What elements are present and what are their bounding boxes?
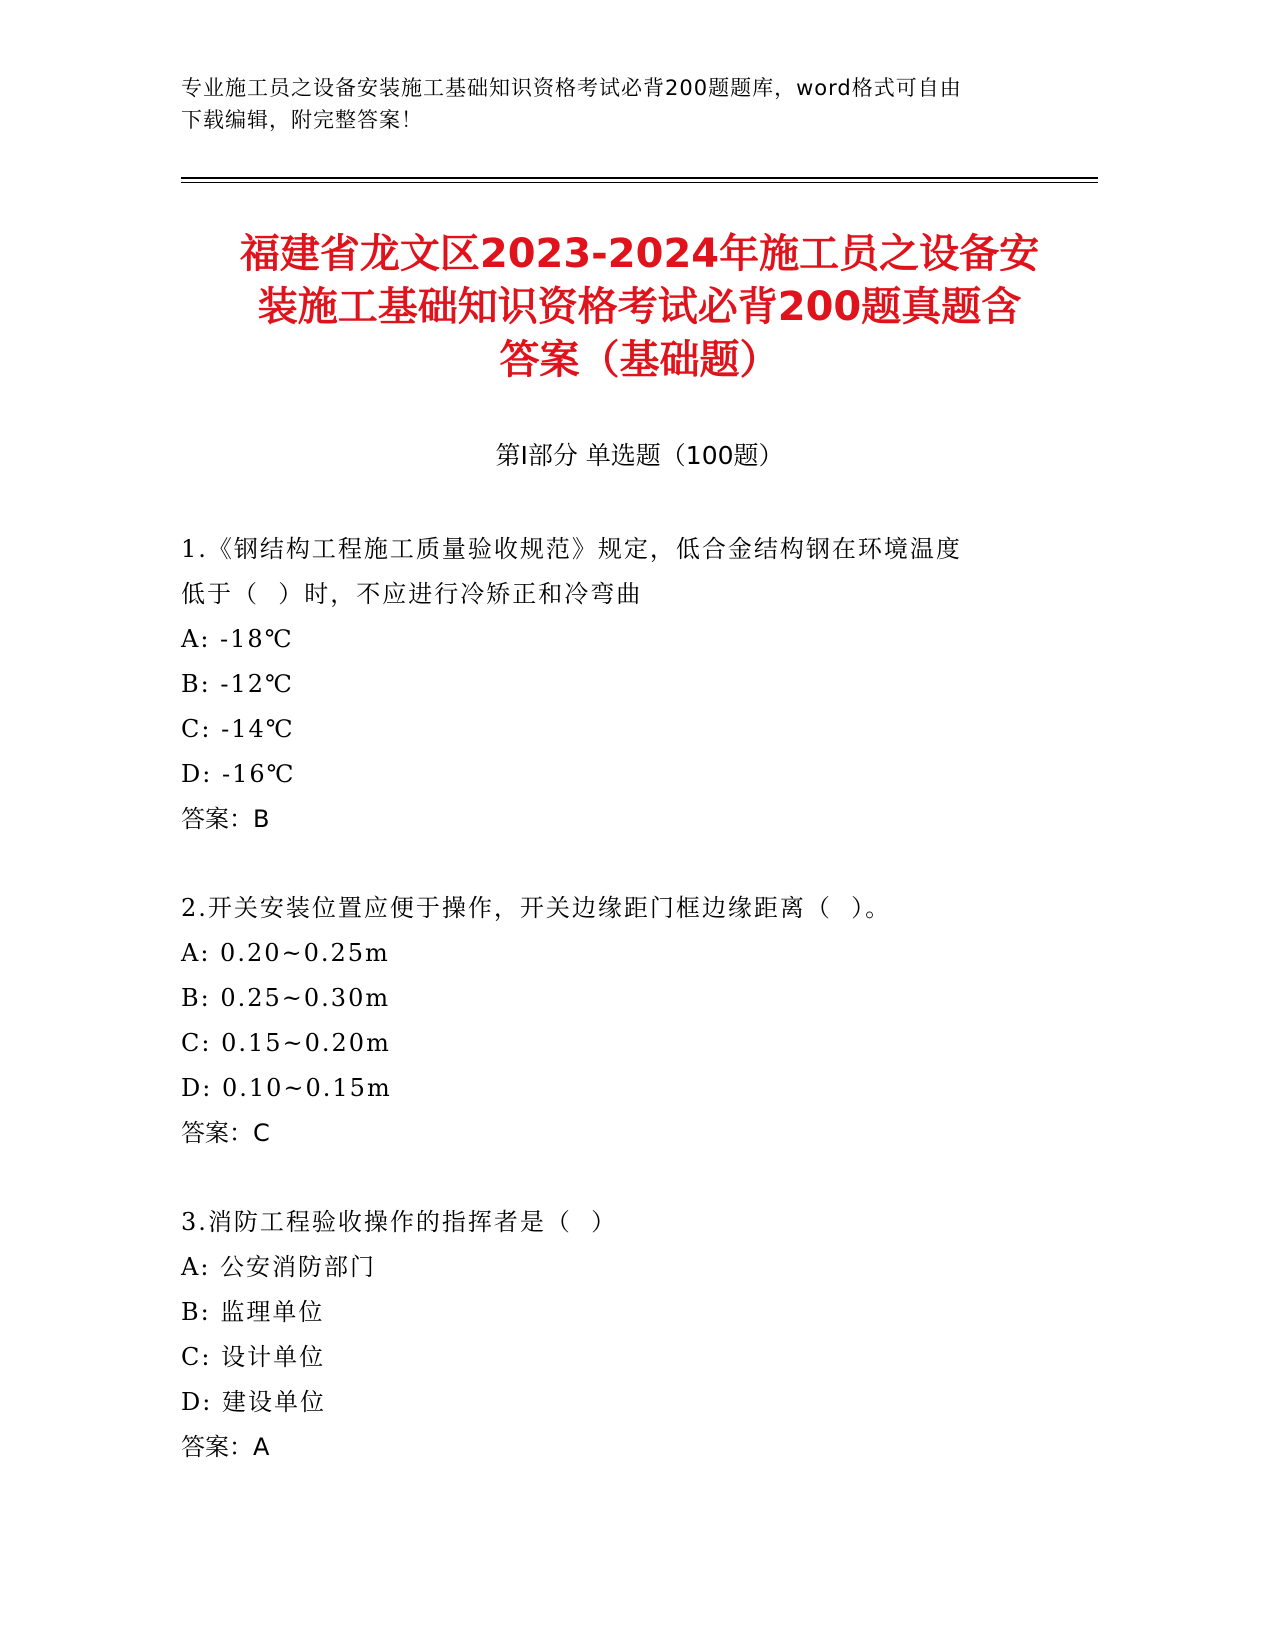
header-divider-thin [181, 182, 1098, 183]
answer: 答案：C [181, 1119, 270, 1147]
document-title-line-2: 装施工基础知识资格考试必背200题真题含 [257, 284, 1022, 330]
option-a: A: 0.20~0.25m [181, 939, 390, 967]
header-note-line-1: 专业施工员之设备安装施工基础知识资格考试必背200题题库，word格式可自由 [181, 76, 962, 100]
document-title [181, 228, 1098, 387]
question-stem-continued: 低于（ ）时，不应进行冷矫正和冷弯曲 [181, 580, 643, 608]
answer: 答案：A [181, 1433, 270, 1461]
option-a: A: -18℃ [181, 625, 294, 653]
option-d: D: 0.10~0.15m [181, 1074, 392, 1102]
question-stem: 2.开关安装位置应便于操作，开关边缘距门框边缘距离（ ）。 [181, 894, 892, 922]
option-d: D: -16℃ [181, 760, 296, 788]
document-title-line-1: 福建省龙文区2023-2024年施工员之设备安 [239, 231, 1040, 277]
question-2 [181, 886, 1061, 1156]
header-divider-thick [181, 177, 1098, 179]
option-d: D: 建设单位 [181, 1388, 326, 1416]
option-c: C: -14℃ [181, 715, 295, 743]
option-b: B: 监理单位 [181, 1298, 325, 1326]
header-note [181, 72, 1061, 136]
option-c: C: 0.15~0.20m [181, 1029, 391, 1057]
option-c: C: 设计单位 [181, 1343, 326, 1371]
answer: 答案：B [181, 805, 270, 833]
question-1 [181, 527, 1061, 842]
question-stem: 3.消防工程验收操作的指挥者是（ ） [181, 1208, 618, 1236]
question-list [181, 527, 1061, 1514]
section-title: 第Ⅰ部分 单选题（100题） [495, 441, 784, 470]
question-3 [181, 1200, 1061, 1470]
option-a: A: 公安消防部门 [181, 1253, 377, 1281]
document-title-line-3: 答案（基础题） [499, 337, 780, 383]
question-stem: 1.《钢结构工程施工质量验收规范》规定，低合金结构钢在环境温度 [181, 535, 962, 563]
option-b: B: 0.25~0.30m [181, 984, 391, 1012]
header-note-line-2: 下载编辑，附完整答案！ [181, 108, 423, 132]
option-b: B: -12℃ [181, 670, 294, 698]
